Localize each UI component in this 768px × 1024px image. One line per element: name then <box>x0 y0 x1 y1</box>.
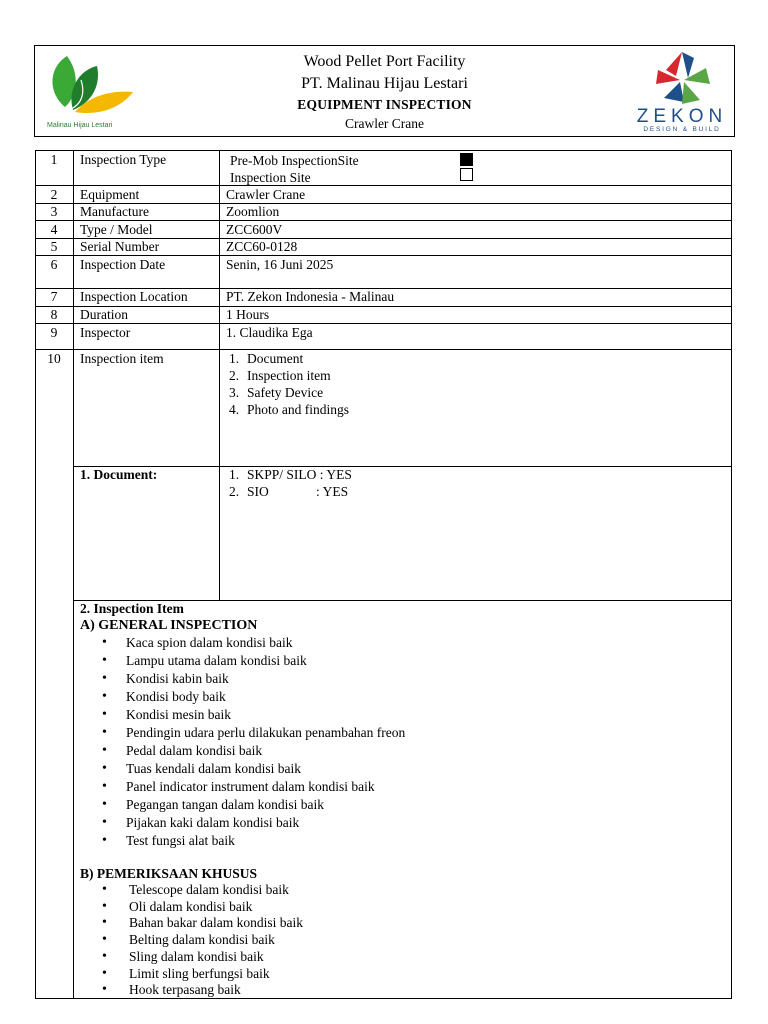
column-divider <box>219 151 220 600</box>
company-title: PT. Malinau Hijau Lestari <box>301 75 468 92</box>
list-item: • Hook terpasang baik <box>102 982 303 999</box>
list-item: • Panel indicator instrument dalam kondisi baik <box>102 778 405 796</box>
row-label: Inspection item <box>80 351 164 366</box>
row-label: Inspection Type <box>80 152 167 167</box>
row-number: 7 <box>50 289 58 304</box>
list-item: 4. Photo and findings <box>229 402 350 417</box>
document-title: EQUIPMENT INSPECTION <box>297 97 472 112</box>
document-items-list <box>229 466 352 500</box>
list-item: • Kaca spion dalam kondisi baik <box>102 634 405 652</box>
list-item: • Lampu utama dalam kondisi baik <box>102 652 405 670</box>
row-number: 8 <box>50 307 58 322</box>
list-item: • Test fungsi alat baik <box>102 832 405 850</box>
list-item: • Pijakan kaki dalam kondisi baik <box>102 814 405 832</box>
checkbox-checked[interactable] <box>460 153 473 166</box>
row-value: Crawler Crane <box>226 187 306 202</box>
row-divider <box>73 466 731 467</box>
row-divider <box>36 185 731 186</box>
document-header <box>34 45 735 137</box>
list-item: 2. Inspection item <box>229 368 331 383</box>
row-value: ZCC600V <box>226 222 283 237</box>
document-label: 1. Document: <box>80 467 158 482</box>
row-value: Senin, 16 Juni 2025 <box>226 257 334 272</box>
zekon-tagline: DESIGN & BUILD <box>643 126 721 133</box>
list-item: • Pedal dalam kondisi baik <box>102 742 405 760</box>
zekon-brand: ZEKON <box>636 106 728 127</box>
row-number: 3 <box>50 204 58 219</box>
row-label: Equipment <box>80 187 140 202</box>
list-item: 2. SIO : YES <box>229 484 349 499</box>
row-number: 5 <box>50 239 58 254</box>
list-item: 1. Document <box>229 351 304 366</box>
row-label: Type / Model <box>80 222 153 237</box>
zekon-logo <box>636 50 728 134</box>
list-item: • Kondisi kabin baik <box>102 670 405 688</box>
column-divider <box>73 151 74 998</box>
row-label: Inspector <box>80 325 131 340</box>
row-value: 1 Hours <box>226 307 270 322</box>
inspection-type-option: Inspection Site <box>230 170 311 185</box>
row-divider <box>36 323 731 324</box>
facility-title: Wood Pellet Port Facility <box>303 53 466 70</box>
inspection-table <box>35 150 732 999</box>
list-item: • Kondisi body baik <box>102 688 405 706</box>
row-label: Inspection Location <box>80 289 188 304</box>
row-number: 1 <box>50 152 58 167</box>
list-item: 3. Safety Device <box>229 385 324 400</box>
inspection-items-list <box>229 350 349 418</box>
leaf-logo-icon <box>45 52 145 122</box>
row-value: ZCC60-0128 <box>226 239 298 254</box>
malinau-logo <box>45 52 145 132</box>
list-item: 1. SKPP/ SILO : YES <box>229 467 352 482</box>
zekon-star-icon <box>636 50 728 106</box>
row-value: Zoomlion <box>226 204 280 219</box>
row-label: Serial Number <box>80 239 160 254</box>
row-label: Duration <box>80 307 128 322</box>
row-value: 1. Claudika Ega <box>226 325 313 340</box>
header-titles <box>185 51 584 133</box>
special-inspection-heading: B) PEMERIKSAAN KHUSUS <box>80 866 258 881</box>
list-item: • Pendingin udara perlu dilakukan penambahan freon <box>102 724 405 742</box>
special-inspection-list <box>102 882 303 999</box>
list-item: • Tuas kendali dalam kondisi baik <box>102 760 405 778</box>
general-inspection-heading: A) GENERAL INSPECTION <box>80 618 258 633</box>
list-item: • Kondisi mesin baik <box>102 706 405 724</box>
general-inspection-list <box>102 634 405 850</box>
list-item: • Sling dalam kondisi baik <box>102 949 303 966</box>
row-number: 10 <box>47 351 61 366</box>
row-label: Manufacture <box>80 204 149 219</box>
list-item: • Telescope dalam kondisi baik <box>102 882 303 899</box>
row-divider <box>36 306 731 307</box>
row-number: 6 <box>50 257 58 272</box>
checkbox-unchecked[interactable] <box>460 168 473 181</box>
inspection-type-option: Pre-Mob InspectionSite <box>230 153 359 168</box>
list-item: • Belting dalam kondisi baik <box>102 932 303 949</box>
row-value: PT. Zekon Indonesia - Malinau <box>226 289 395 304</box>
list-item: • Oli dalam kondisi baik <box>102 899 303 916</box>
row-number: 9 <box>50 325 58 340</box>
row-label: Inspection Date <box>80 257 166 272</box>
inspection-item-title: 2. Inspection Item <box>80 601 184 616</box>
equipment-subtitle: Crawler Crane <box>344 116 425 131</box>
row-number: 4 <box>50 222 58 237</box>
malinau-logo-caption: Malinau Hijau Lestari <box>47 122 113 129</box>
list-item: • Bahan bakar dalam kondisi baik <box>102 915 303 932</box>
list-item: • Pegangan tangan dalam kondisi baik <box>102 796 405 814</box>
list-item: • Limit sling berfungsi baik <box>102 966 303 983</box>
row-number: 2 <box>50 187 58 202</box>
